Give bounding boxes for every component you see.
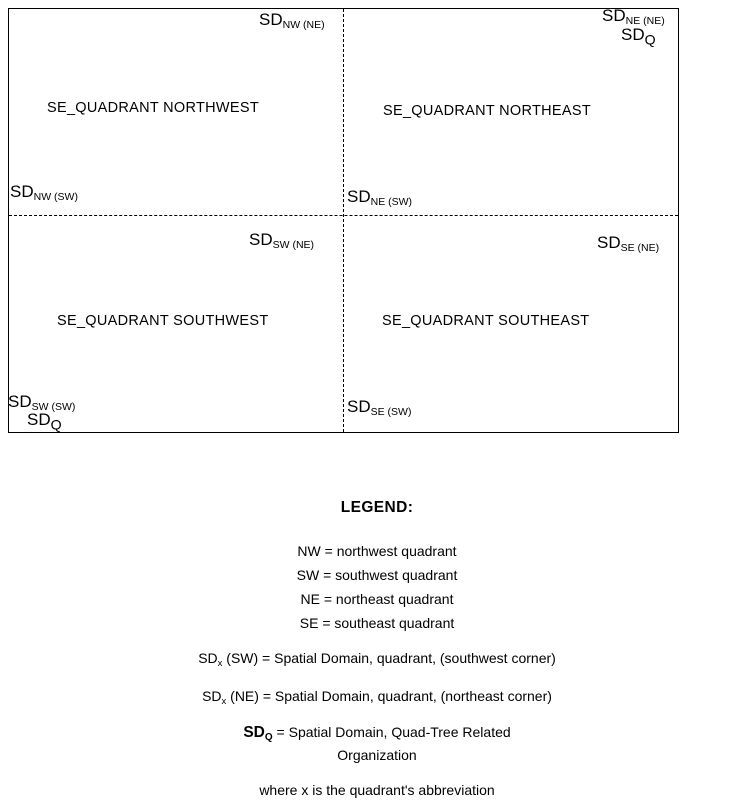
sd-base: SD bbox=[621, 25, 645, 44]
legend-note: where x is the quadrant's abbreviation bbox=[259, 782, 495, 798]
legend-item-sw: SW = southwest quadrant bbox=[296, 567, 458, 583]
horizontal-divider bbox=[9, 215, 678, 216]
quadrant-label-southeast: SE_QUADRANT SOUTHEAST bbox=[382, 313, 590, 329]
sd-base: SD bbox=[10, 182, 34, 201]
vertical-divider bbox=[343, 9, 344, 432]
legend-sd-q-text: = Spatial Domain, Quad-Tree Related bbox=[272, 724, 511, 740]
sd-subscript: NW (SW) bbox=[33, 191, 78, 203]
legend-sd-prefix: SD bbox=[202, 688, 222, 704]
quadrant-label-northeast: SE_QUADRANT NORTHEAST bbox=[383, 103, 591, 119]
sd-label-nw-southwest-corner bbox=[10, 182, 78, 203]
sd-label-se-southwest-corner bbox=[347, 397, 412, 418]
legend-sd-q-prefix: SD bbox=[243, 724, 265, 741]
sd-subscript: SW (NE) bbox=[272, 239, 315, 251]
legend-sd-suffix: (NE) = Spatial Domain, quadrant, (northeast corner) bbox=[226, 688, 552, 704]
sd-subscript: NW (NE) bbox=[282, 19, 325, 31]
quadrant-figure bbox=[8, 8, 679, 433]
sd-label-ne-northeast-corner bbox=[602, 6, 665, 27]
sd-subscript: NE (SW) bbox=[370, 196, 413, 208]
sd-label-se-northeast-corner bbox=[597, 233, 660, 254]
sd-base: SD bbox=[347, 397, 371, 416]
legend-sd-subscript: x bbox=[217, 658, 223, 669]
legend-sd-q-line2: Organization bbox=[337, 747, 417, 763]
legend-item-se: SE = southeast quadrant bbox=[299, 615, 455, 631]
legend-item-sd-sw bbox=[0, 646, 754, 673]
sd-base: SD bbox=[27, 410, 51, 429]
legend-sd-suffix: (SW) = Spatial Domain, quadrant, (southwest corner) bbox=[222, 650, 556, 666]
legend-sd-q-line1 bbox=[0, 722, 754, 745]
legend-sd-prefix: SD bbox=[198, 650, 218, 666]
sd-base: SD bbox=[249, 230, 273, 249]
quadrant-label-northwest: SE_QUADRANT NORTHWEST bbox=[47, 100, 260, 116]
legend-item-sd-ne bbox=[0, 684, 754, 711]
sd-subscript: SW (SW) bbox=[31, 401, 76, 413]
sd-label-quadtree-bottom bbox=[27, 411, 62, 433]
legend-item-sd-q bbox=[0, 722, 754, 766]
legend-abbreviation-list bbox=[0, 539, 754, 635]
legend-title: LEGEND: bbox=[340, 499, 414, 516]
sd-base: SD bbox=[347, 187, 371, 206]
sd-label-ne-southwest-corner bbox=[347, 187, 413, 208]
sd-label-quadtree-top bbox=[621, 26, 656, 48]
sd-subscript: Q bbox=[50, 417, 62, 434]
quadrant-label-southwest: SE_QUADRANT SOUTHWEST bbox=[57, 313, 269, 329]
legend-sd-q-subscript: Q bbox=[264, 732, 273, 743]
sd-base: SD bbox=[259, 10, 283, 29]
legend-sd-subscript: x bbox=[221, 696, 227, 707]
sd-base: SD bbox=[597, 233, 621, 252]
legend bbox=[0, 498, 754, 800]
legend-sd-q-prefix-wrap bbox=[243, 724, 272, 741]
sd-base: SD bbox=[602, 6, 626, 25]
legend-item-ne: NE = northeast quadrant bbox=[300, 591, 454, 607]
sd-base: SD bbox=[8, 392, 32, 411]
legend-item-nw: NW = northwest quadrant bbox=[297, 543, 457, 559]
sd-subscript: NE (NE) bbox=[625, 15, 665, 27]
sd-subscript: SE (NE) bbox=[620, 242, 660, 254]
sd-label-sw-southwest-corner bbox=[8, 392, 76, 413]
sd-label-nw-northeast-corner bbox=[259, 10, 325, 31]
sd-label-sw-northeast-corner bbox=[249, 230, 315, 251]
sd-subscript: Q bbox=[644, 32, 656, 49]
sd-subscript: SE (SW) bbox=[370, 406, 412, 418]
